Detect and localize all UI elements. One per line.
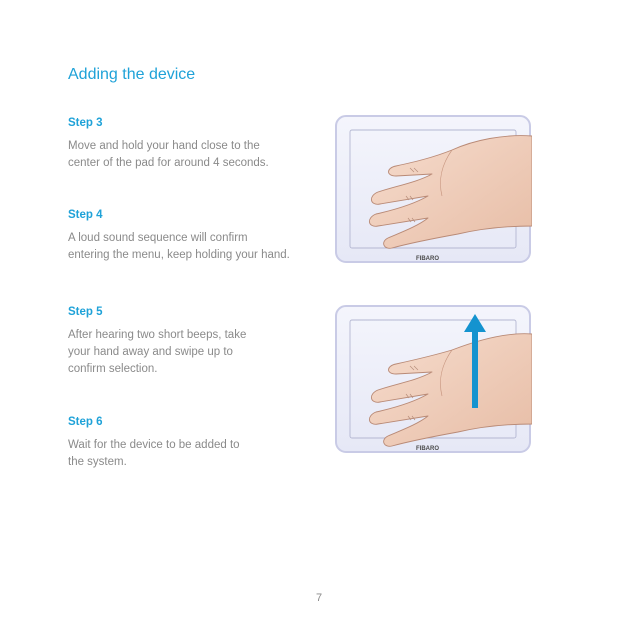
step-3-text: Move and hold your hand close to the center of the pad for around 4 seconds. [68,140,269,169]
step-5-heading: Step 5 [68,306,103,318]
brand-logo: FIBARO [416,446,439,452]
step-3-heading: Step 3 [68,117,103,129]
step-5-text: After hearing two short beeps, take your hand away and swipe up to confirm selection. [68,329,247,375]
hand-swipe-up-illustration [334,304,532,454]
brand-logo: FIBARO [416,256,439,262]
hand-over-pad-illustration [334,114,532,264]
page-number: 7 [315,592,323,604]
step-6-heading: Step 6 [68,416,103,428]
step-4-text: A loud sound sequence will confirm entering the menu, keep holding your hand. [68,232,290,261]
step-4-heading: Step 4 [68,209,103,221]
page-title: Adding the device [68,66,196,83]
step-6-text: Wait for the device to be added to the system. [68,439,240,468]
